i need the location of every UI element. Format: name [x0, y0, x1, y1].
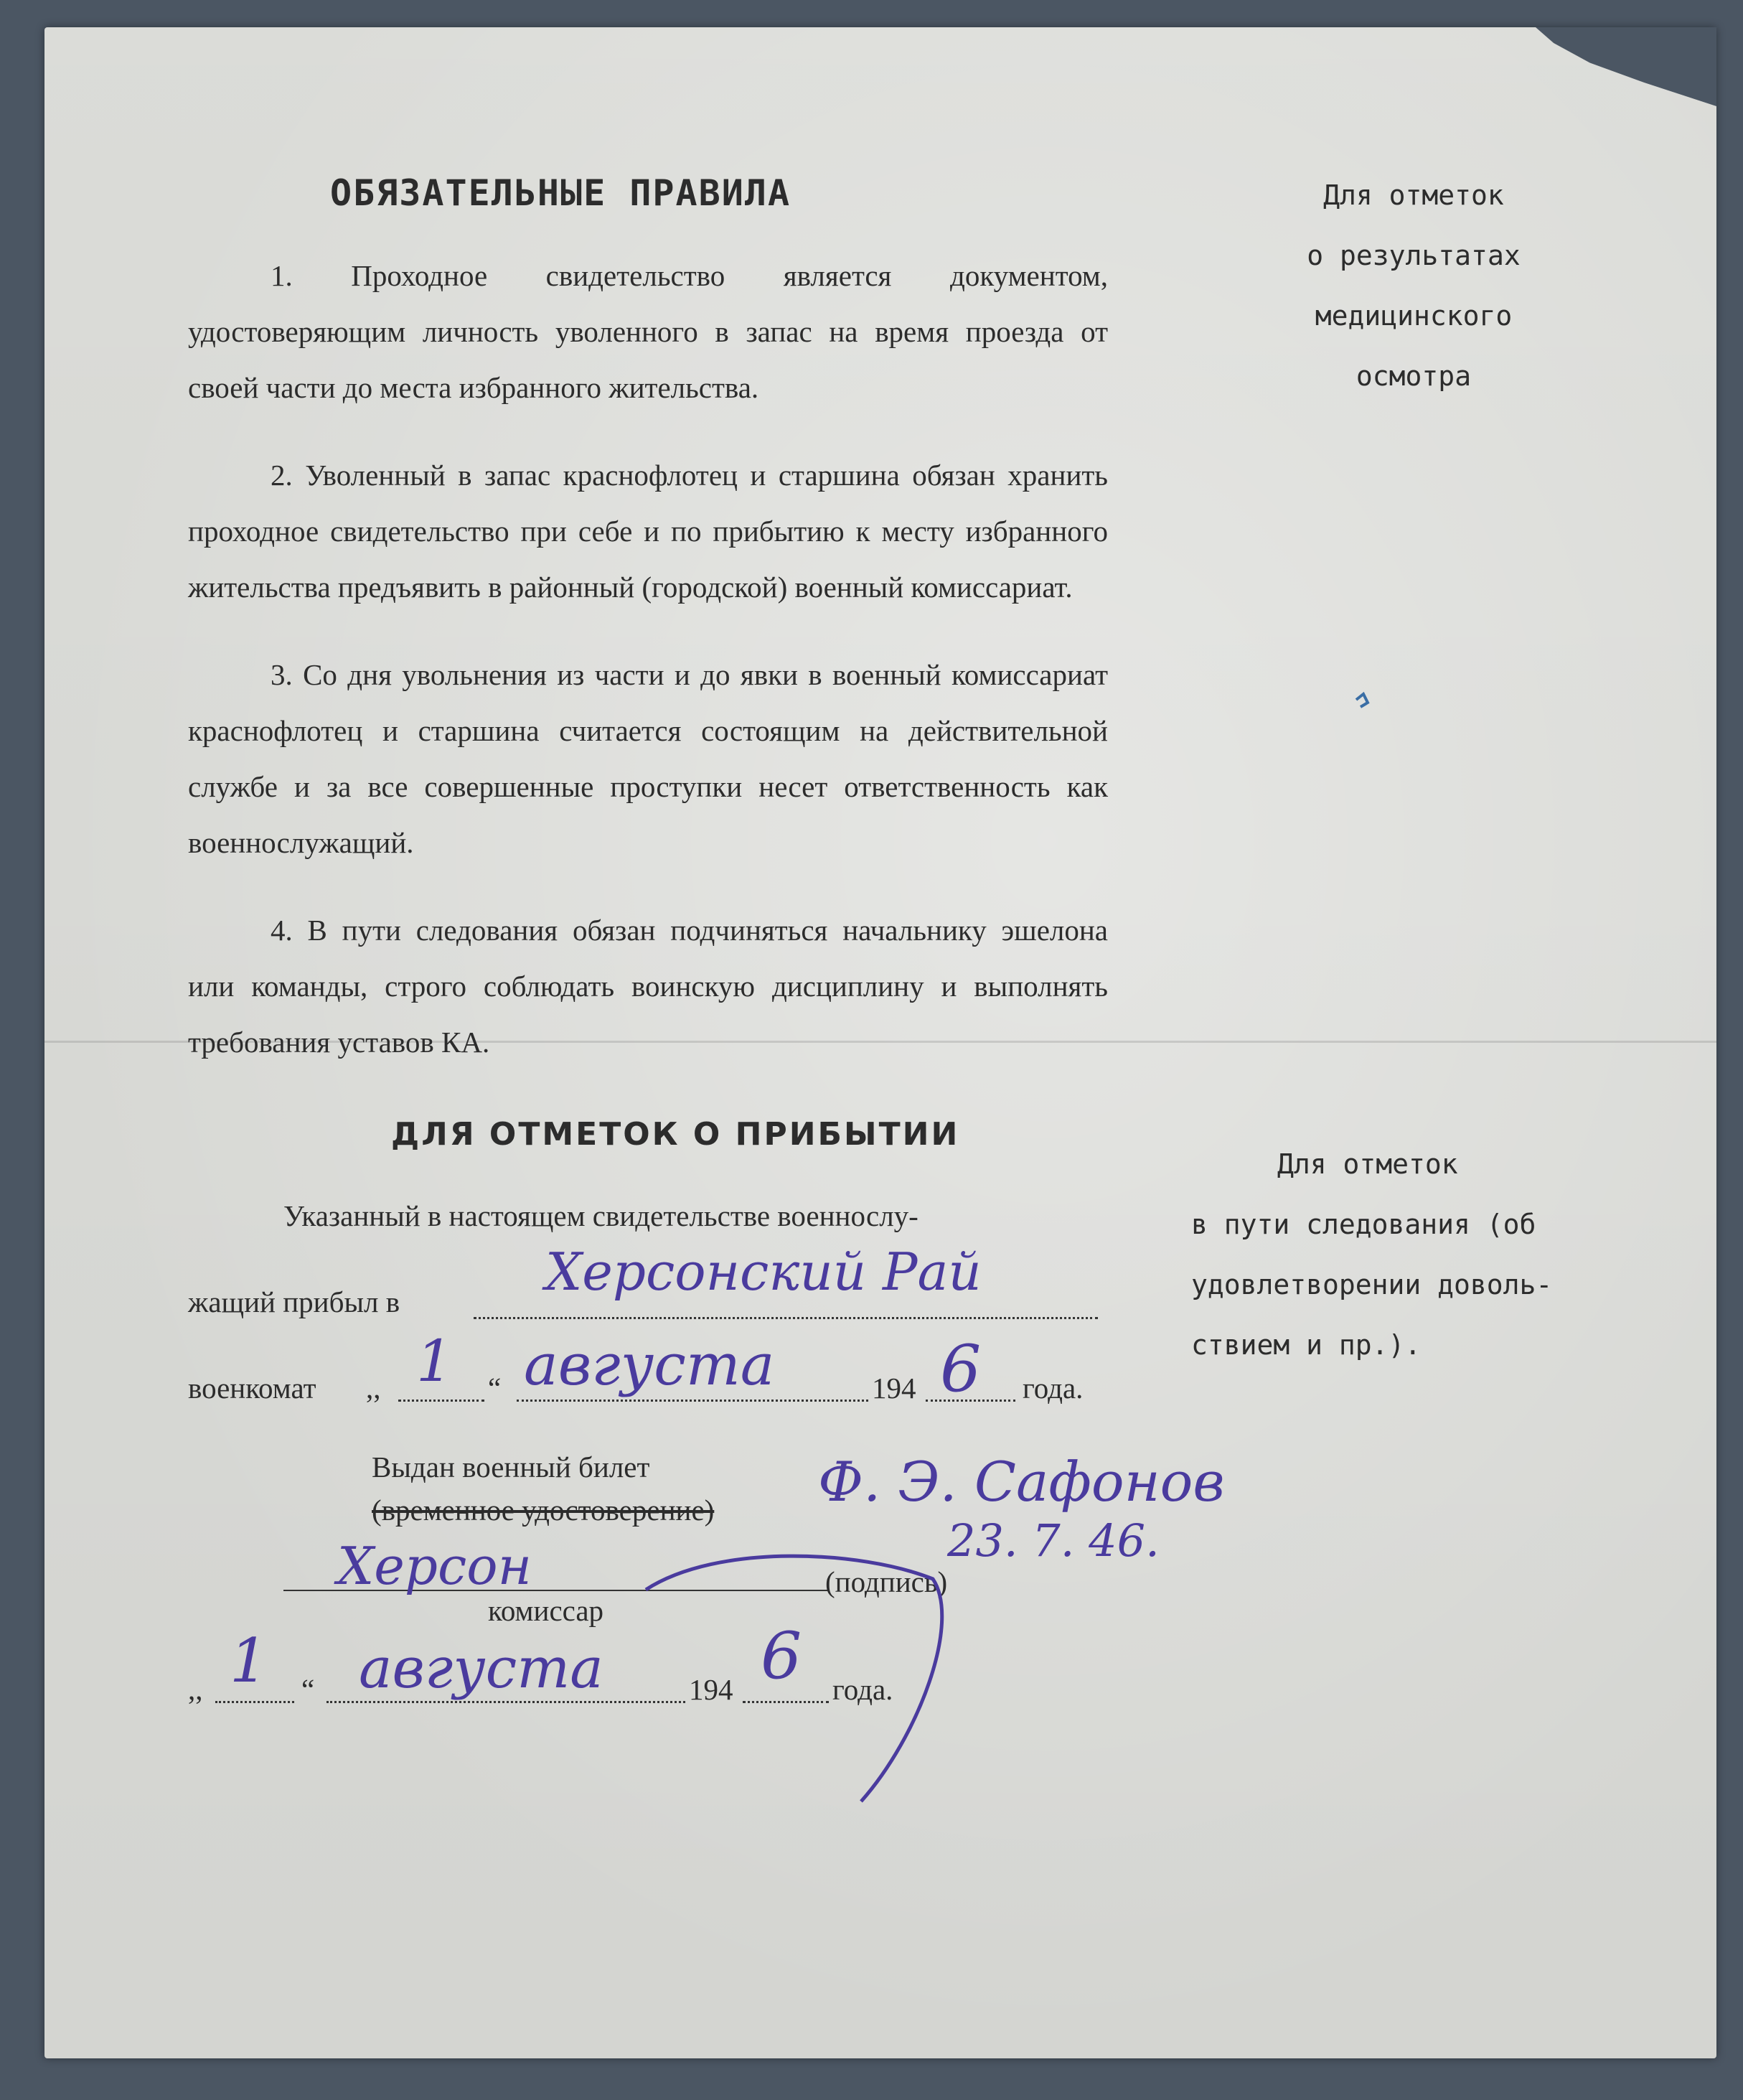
medical-line-1: Для отметок	[1323, 179, 1504, 211]
year-word-2: года.	[832, 1673, 893, 1706]
handwritten-day-2: 1	[230, 1626, 268, 1696]
handwritten-month-1: августа	[524, 1331, 775, 1398]
handwritten-day-1: 1	[416, 1328, 453, 1394]
rule-2: 2. Уволенный в запас краснофлотец и старшина обязан хранить проходное свидетельство при себе и по прибытию к месту избранного жительства предъявить в районный (городской) военный комиссариат.	[188, 459, 1108, 604]
arrival-text-3: военкомат	[188, 1372, 316, 1405]
medical-line-4: осмотра	[1356, 360, 1472, 392]
rule-4: 4. В пути следования обязан подчиняться начальнику эшелона или команды, строго соблюдать воинскую дисциплину и выполнять требования уставов КА.	[188, 914, 1108, 1059]
rules-title: ОБЯЗАТЕЛЬНЫЕ ПРАВИЛА	[330, 172, 791, 214]
rule-3: 3. Со дня увольнения из части и до явки в военный комиссариат краснофлотец и старшина считается состоящим на действительной службе и за все совершенные проступки несет ответственность как военнослужащий.	[188, 658, 1108, 859]
arrival-text-2: жащий прибыл в	[188, 1285, 400, 1318]
rule-1: 1. Проходное свидетельство является документом, удостоверяющим личность уволенного в запас на время проезда от своей части до места избранного жительства.	[188, 259, 1108, 404]
temporary-certificate: (временное удостоверение)	[372, 1494, 715, 1527]
handwritten-commissar-signature: Херсон	[337, 1536, 532, 1596]
handwritten-month-2: августа	[359, 1636, 603, 1701]
signature-label: (подпись)	[825, 1565, 948, 1598]
commissar-label: комиссар	[488, 1594, 604, 1627]
year-prefix-1: 194	[872, 1372, 916, 1405]
transit-line-4: ствием и пр.).	[1191, 1329, 1422, 1361]
transit-line-3: удовлетворении доволь-	[1191, 1269, 1553, 1300]
handwritten-year-2: 6	[761, 1618, 802, 1694]
medical-line-3: медицинского	[1315, 300, 1513, 332]
arrival-text-1: Указанный в настоящем свидетельстве военнослу-	[283, 1199, 919, 1232]
medical-line-2: о результатах	[1307, 240, 1521, 271]
quote-close-1: “	[488, 1372, 502, 1405]
arrival-title: ДЛЯ ОТМЕТОК О ПРИБЫТИИ	[391, 1116, 960, 1153]
transit-line-1: Для отметок	[1277, 1148, 1458, 1180]
handwritten-signature-date: 23. 7. 46.	[947, 1514, 1160, 1567]
handwritten-place: Херсонский Рай	[545, 1242, 982, 1302]
year-prefix-2: 194	[689, 1673, 733, 1706]
issued-military-id: Выдан военный билет	[372, 1450, 650, 1483]
year-word-1: года.	[1023, 1372, 1084, 1405]
transit-line-2: в пути следования (об	[1191, 1209, 1536, 1240]
quote-close-2: “	[301, 1673, 315, 1706]
handwritten-year-1: 6	[940, 1331, 982, 1407]
quote-open-2: ,,	[188, 1673, 203, 1706]
handwritten-signature-name: Ф. Э. Сафонов	[818, 1450, 1225, 1514]
quote-open-1: ,,	[366, 1372, 381, 1405]
